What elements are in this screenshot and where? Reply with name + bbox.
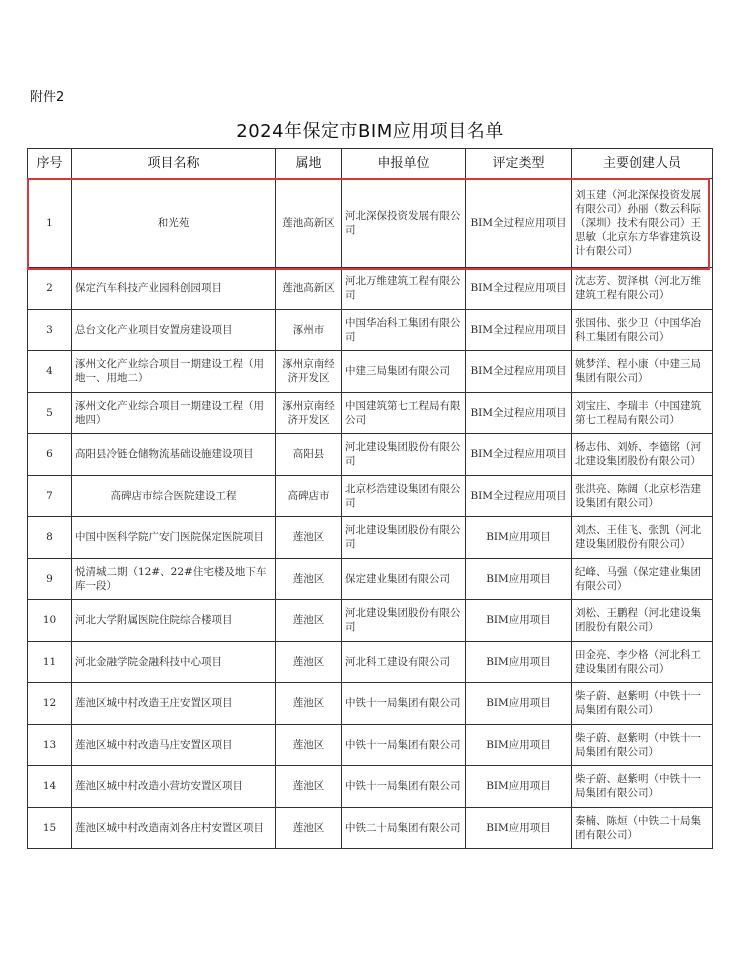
table-row	[28, 683, 713, 725]
cell-main-persons: 张国伟、张少卫（中国华冶科工集团有限公司）	[572, 309, 713, 351]
cell-rating-type: BIM应用项目	[466, 807, 572, 849]
cell-applicant-unit: 北京杉浩建设集团有限公司	[342, 475, 466, 517]
table-row	[28, 392, 713, 434]
cell-no: 14	[28, 766, 72, 808]
table-row	[28, 475, 713, 517]
cell-applicant-unit: 河北科工建设有限公司	[342, 641, 466, 683]
cell-project-name: 高碑店市综合医院建设工程	[72, 475, 276, 517]
cell-rating-type: BIM应用项目	[466, 517, 572, 559]
attachment-label: 附件2	[30, 90, 65, 105]
cell-applicant-unit: 中建三局集团有限公司	[342, 351, 466, 393]
cell-applicant-unit: 保定建业集团有限公司	[342, 558, 466, 600]
table-row	[28, 351, 713, 393]
cell-project-name: 莲池区城中村改造南刘各庄村安置区项目	[72, 807, 276, 849]
cell-no: 2	[28, 268, 72, 310]
cell-main-persons: 柴子蔚、赵紫明（中铁十一局集团有限公司）	[572, 766, 713, 808]
cell-main-persons: 杨志伟、刘娇、李德铭（河北建设集团股份有限公司）	[572, 434, 713, 476]
cell-region: 莲池区	[276, 558, 342, 600]
cell-region: 莲池区	[276, 600, 342, 642]
cell-region: 莲池区	[276, 724, 342, 766]
cell-no: 4	[28, 351, 72, 393]
cell-main-persons: 刘松、王鹏程（河北建设集团股份有限公司）	[572, 600, 713, 642]
cell-no: 9	[28, 558, 72, 600]
cell-applicant-unit: 中国华冶科工集团有限公司	[342, 309, 466, 351]
cell-project-name: 莲池区城中村改造王庄安置区项目	[72, 683, 276, 725]
table-row	[28, 724, 713, 766]
cell-main-persons: 刘宝庄、李瑞丰（中国建筑第七工程局有限公司）	[572, 392, 713, 434]
document-title: 2024年保定市BIM应用项目名单	[236, 121, 504, 142]
cell-region: 高阳县	[276, 434, 342, 476]
cell-applicant-unit: 中铁二十局集团有限公司	[342, 807, 466, 849]
cell-no: 3	[28, 309, 72, 351]
cell-applicant-unit: 中铁十一局集团有限公司	[342, 766, 466, 808]
cell-project-name: 莲池区城中村改造小营坊安置区项目	[72, 766, 276, 808]
cell-no: 1	[28, 179, 72, 268]
cell-rating-type: BIM应用项目	[466, 558, 572, 600]
cell-rating-type: BIM全过程应用项目	[466, 309, 572, 351]
cell-project-name: 莲池区城中村改造马庄安置区项目	[72, 724, 276, 766]
cell-region: 莲池高新区	[276, 268, 342, 310]
project-table	[27, 148, 713, 849]
cell-rating-type: BIM全过程应用项目	[466, 392, 572, 434]
cell-no: 10	[28, 600, 72, 642]
table-row	[28, 558, 713, 600]
cell-no: 12	[28, 683, 72, 725]
cell-region: 涿州京南经济开发区	[276, 392, 342, 434]
cell-region: 涿州京南经济开发区	[276, 351, 342, 393]
cell-rating-type: BIM全过程应用项目	[466, 475, 572, 517]
cell-rating-type: BIM应用项目	[466, 766, 572, 808]
cell-rating-type: BIM应用项目	[466, 683, 572, 725]
cell-rating-type: BIM全过程应用项目	[466, 434, 572, 476]
table-header-row	[28, 149, 713, 179]
cell-applicant-unit: 中铁十一局集团有限公司	[342, 724, 466, 766]
cell-project-name: 河北金融学院金融科技中心项目	[72, 641, 276, 683]
cell-applicant-unit: 河北建设集团股份有限公司	[342, 600, 466, 642]
header-no: 序号	[28, 149, 72, 179]
cell-rating-type: BIM全过程应用项目	[466, 351, 572, 393]
table-row	[28, 268, 713, 310]
cell-main-persons: 秦楠、陈烜（中铁二十局集团有限公司）	[572, 807, 713, 849]
cell-applicant-unit: 河北万维建筑工程有限公司	[342, 268, 466, 310]
cell-region: 莲池区	[276, 807, 342, 849]
cell-region: 莲池高新区	[276, 179, 342, 268]
cell-main-persons: 张洪亮、陈阔（北京杉浩建设集团有限公司）	[572, 475, 713, 517]
cell-rating-type: BIM全过程应用项目	[466, 179, 572, 268]
table-row	[28, 766, 713, 808]
table-row	[28, 807, 713, 849]
header-project-name: 项目名称	[72, 149, 276, 179]
cell-main-persons: 柴子蔚、赵紫明（中铁十一局集团有限公司）	[572, 724, 713, 766]
cell-rating-type: BIM全过程应用项目	[466, 268, 572, 310]
cell-rating-type: BIM应用项目	[466, 641, 572, 683]
cell-no: 11	[28, 641, 72, 683]
cell-region: 莲池区	[276, 766, 342, 808]
cell-applicant-unit: 中铁十一局集团有限公司	[342, 683, 466, 725]
cell-main-persons: 柴子蔚、赵紫明（中铁十一局集团有限公司）	[572, 683, 713, 725]
cell-project-name: 河北大学附属医院住院综合楼项目	[72, 600, 276, 642]
cell-region: 莲池区	[276, 641, 342, 683]
cell-region: 高碑店市	[276, 475, 342, 517]
cell-rating-type: BIM应用项目	[466, 724, 572, 766]
table-row	[28, 179, 713, 268]
cell-project-name: 总台文化产业项目安置房建设项目	[72, 309, 276, 351]
cell-main-persons: 姚梦洋、程小康（中建三局集团有限公司）	[572, 351, 713, 393]
table-row	[28, 600, 713, 642]
table-row	[28, 434, 713, 476]
cell-applicant-unit: 河北建设集团股份有限公司	[342, 434, 466, 476]
header-main-persons: 主要创建人员	[572, 149, 713, 179]
cell-main-persons: 刘玉建（河北深保投资发展有限公司）孙丽（数云科际（深圳）技术有限公司）王思敏（北京东方华睿建筑设计有限公司）	[572, 179, 713, 268]
cell-project-name: 悦清城二期（12#、22#住宅楼及地下车库一段）	[72, 558, 276, 600]
cell-no: 15	[28, 807, 72, 849]
cell-no: 5	[28, 392, 72, 434]
cell-no: 13	[28, 724, 72, 766]
table-row	[28, 641, 713, 683]
cell-main-persons: 刘杰、王佳飞、张凯（河北建设集团股份有限公司）	[572, 517, 713, 559]
cell-project-name: 中国中医科学院广安门医院保定医院项目	[72, 517, 276, 559]
header-applicant-unit: 申报单位	[342, 149, 466, 179]
cell-main-persons: 沈志芳、贺泽棋（河北万维建筑工程有限公司）	[572, 268, 713, 310]
cell-applicant-unit: 河北深保投资发展有限公司	[342, 179, 466, 268]
cell-no: 8	[28, 517, 72, 559]
cell-region: 涿州市	[276, 309, 342, 351]
cell-no: 7	[28, 475, 72, 517]
cell-region: 莲池区	[276, 683, 342, 725]
cell-region: 莲池区	[276, 517, 342, 559]
cell-no: 6	[28, 434, 72, 476]
cell-project-name: 和光苑	[72, 179, 276, 268]
header-region: 属地	[276, 149, 342, 179]
cell-project-name: 涿州文化产业综合项目一期建设工程（用地一、用地二）	[72, 351, 276, 393]
cell-main-persons: 纪峰、马强（保定建业集团有限公司）	[572, 558, 713, 600]
cell-applicant-unit: 河北建设集团股份有限公司	[342, 517, 466, 559]
header-rating-type: 评定类型	[466, 149, 572, 179]
cell-project-name: 高阳县冷链仓储物流基础设施建设项目	[72, 434, 276, 476]
cell-main-persons: 田金亮、李少格（河北科工建设集团有限公司）	[572, 641, 713, 683]
table-row	[28, 309, 713, 351]
cell-project-name: 保定汽车科技产业园科创园项目	[72, 268, 276, 310]
table-row	[28, 517, 713, 559]
cell-rating-type: BIM应用项目	[466, 600, 572, 642]
cell-applicant-unit: 中国建筑第七工程局有限公司	[342, 392, 466, 434]
cell-project-name: 涿州文化产业综合项目一期建设工程（用地四）	[72, 392, 276, 434]
